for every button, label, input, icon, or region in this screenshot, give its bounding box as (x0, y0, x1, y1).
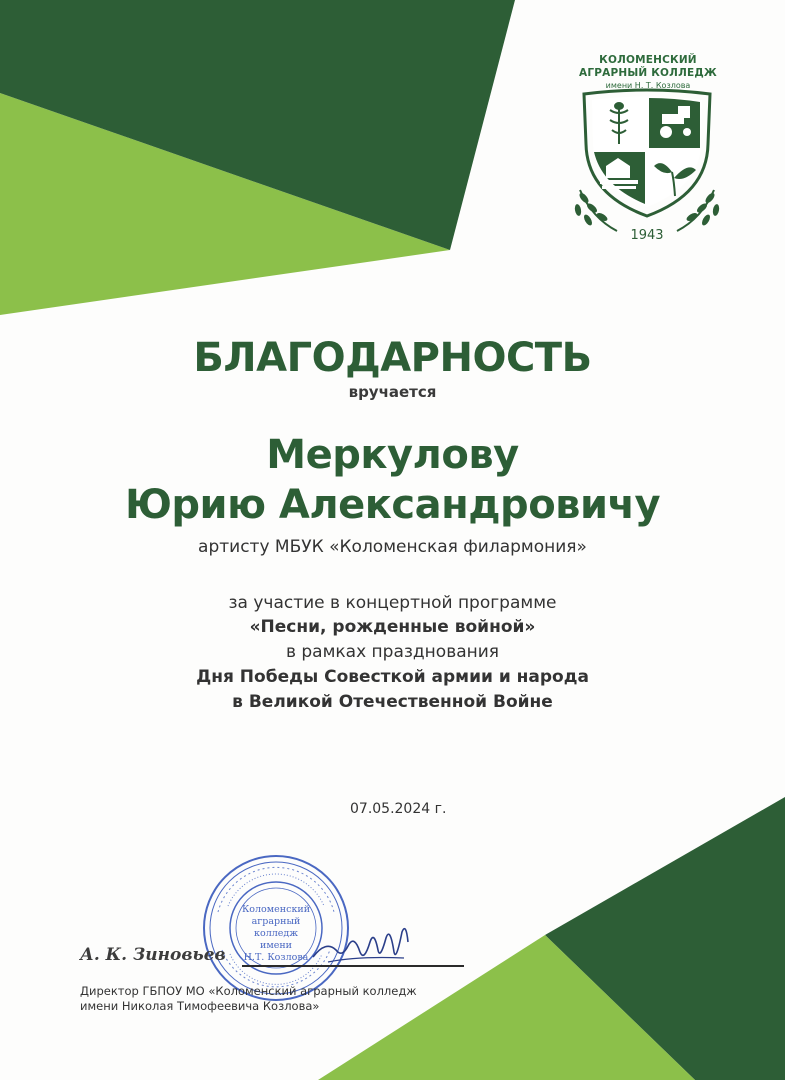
signer-name: А. К. Зиновьев (80, 945, 226, 965)
signer-position-line2: имени Николая Тимофеевича Козлова» (80, 999, 320, 1013)
reason-line-1: за участие в концертной программе (228, 593, 557, 613)
reason-line-3: в рамках празднования (285, 642, 500, 662)
signature-line (242, 965, 464, 967)
logo-year: 1943 (630, 228, 664, 243)
logo-title-line3: имени Н. Т. Козлова (605, 81, 691, 90)
recipient-role: артисту МБУК «Коломенская филармония» (198, 537, 587, 557)
stamp-center-line2: аграрный (251, 916, 301, 927)
logo-title-line2: АГРАРНЫЙ КОЛЛЕДЖ (579, 67, 717, 79)
reason-line-4: Дня Победы Совесткой армии и народа (196, 667, 589, 687)
recipient-surname: Меркулову (266, 432, 519, 478)
director-signature (308, 912, 418, 972)
certificate-date: 07.05.2024 г. (350, 801, 447, 817)
certificate-title: БЛАГОДАРНОСТЬ (193, 335, 592, 381)
stamp-center-line3: колледж (254, 928, 298, 939)
reason-line-5: в Великой Отечественной Войне (232, 692, 553, 712)
signer-position-line1: Директор ГБПОУ МО «Коломенский аграрный колледж (80, 984, 417, 998)
certificate-subtitle: вручается (348, 383, 437, 401)
college-emblem (572, 86, 722, 246)
logo-title-line1: КОЛОМЕНСКИЙ (599, 54, 697, 66)
stamp-center-line5: Н.Т. Козлова (243, 952, 309, 963)
stamp-center-line4: имени (259, 940, 293, 951)
stamp-center-line1: Коломенский (241, 904, 311, 915)
reason-line-2: «Песни, рожденные войной» (249, 617, 536, 637)
recipient-given-names: Юрию Александровичу (124, 482, 661, 528)
